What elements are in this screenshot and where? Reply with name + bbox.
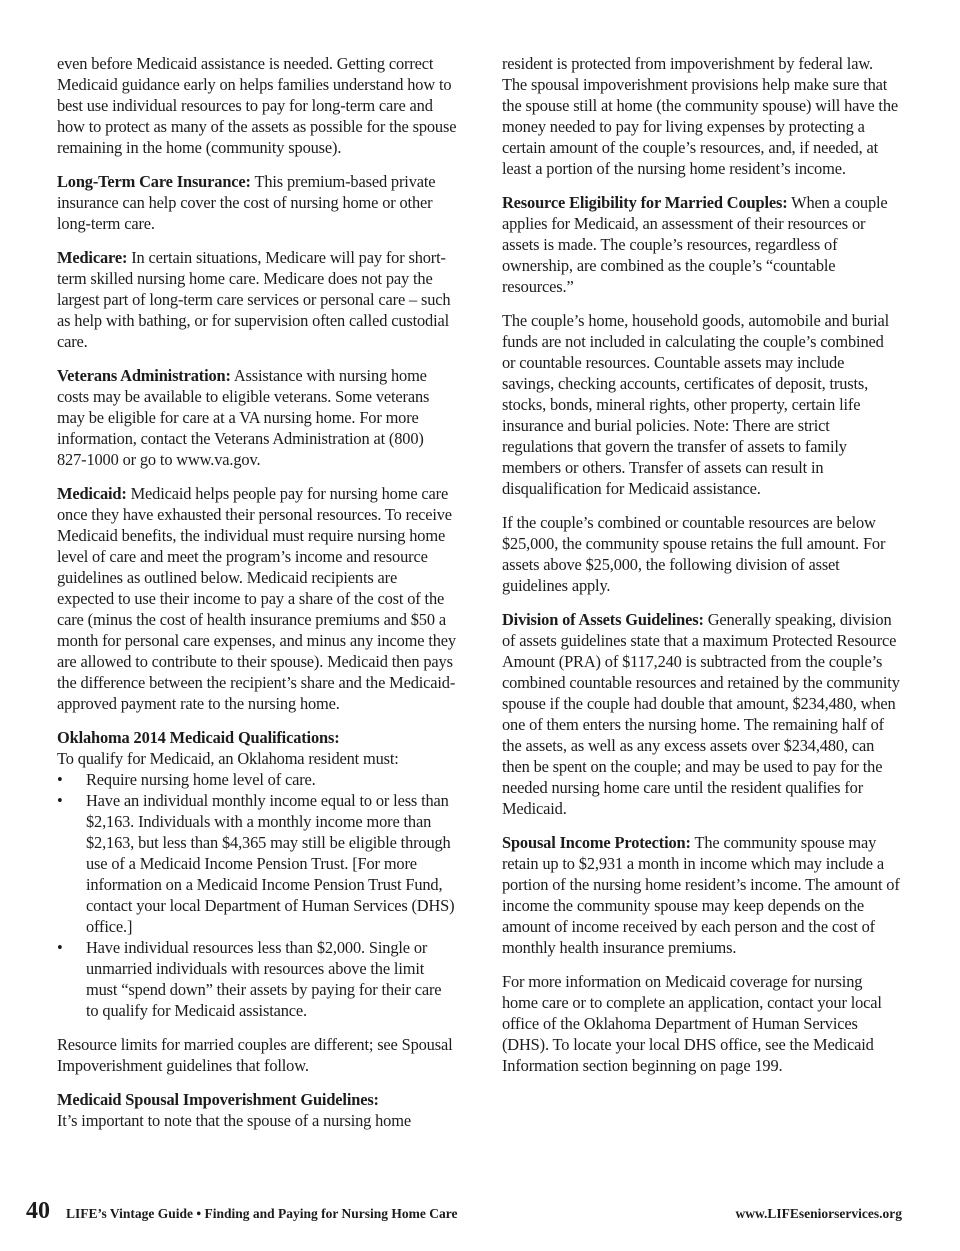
guide-title: LIFE’s Vintage Guide • Finding and Paying for Nursing Home Care (66, 1206, 458, 1221)
countable-assets-paragraph: The couple’s home, household goods, automobile and burial funds are not included in calculating the couple’s combined or countable resources. Countable assets may include savings, checking accounts, certificates of deposit, trusts, stocks, bonds, mineral rights, other property, certain life insurance and burial policies. Note: There are strict regulations that govern the transfer of assets to family members or others. Transfer of assets can result in disqualification for Medicaid assistance. (502, 311, 890, 498)
eligibility-paragraph (502, 192, 900, 297)
division-text: Generally speaking, division of assets guidelines state that a maximum Protected Resource Amount (PRA) of $117,240 is subtracted from the couple’s combined countable resources and retained by the community spouse if the couple had double that amount, $234,480, when one of them enters the nursing home. The remaining half of the assets, as well as any excess assets over $234,480, can then be spent on the couple; and may be used to pay for the needed nursing home care until the resident qualifies for Medicaid. (502, 610, 900, 818)
ltc-insurance-paragraph (57, 171, 457, 234)
income-protection-text: The community spouse may retain up to $2,931 a month in income which may include a portion of the nursing home resident’s income. The amount of income the community spouse may keep depends on the amount of income received by each person and the cost of monthly health insurance premiums. (502, 833, 900, 957)
ok-qualifications (57, 727, 457, 769)
income-protection-paragraph (502, 832, 900, 958)
left-column (57, 53, 457, 1131)
ltc-insurance-term: Long-Term Care Insurance: (57, 172, 251, 191)
threshold-paragraph: If the couple’s combined or countable resources are below $25,000, the community spouse retains the full amount. For assets above $25,000, the following division of asset guidelines apply. (502, 513, 886, 595)
va-text: Assistance with nursing home costs may be available to eligible veterans. Some veterans may be eligible for care at a VA nursing home. For more information, contact the Veterans Administration at (800) 827-1000 or go to www.va.gov. (57, 366, 430, 469)
bullet-icon: • (57, 938, 63, 957)
medicare-paragraph (57, 247, 457, 352)
bullet-icon: • (57, 791, 63, 810)
division-paragraph (502, 609, 900, 819)
eligibility-text: When a couple applies for Medicaid, an assessment of their resources or assets is made. The couple’s resources, regardless of ownership, are combined as the couple’s “countable resources.” (502, 193, 888, 296)
list-item: • Require nursing home level of care. (57, 770, 316, 789)
ok-qualifications-intro: To qualify for Medicaid, an Oklahoma resident must: (57, 749, 399, 768)
va-term: Veterans Administration: (57, 366, 231, 385)
qualification-list (57, 769, 457, 1021)
medicaid-text: Medicaid helps people pay for nursing home care once they have exhausted their personal resources. To receive Medicaid benefits, the individual must require nursing home level of care and meet the program’s income and resource guidelines as outlined below. Medicaid recipients are expected to use their income to pay a share of the cost of the care (minus the cost of health insurance premiums and $50 a month for personal care expenses, and minus any income they are allowed to contribute to their spouse). Medicaid then pays the difference between the recipient’s share and the Medicaid-approved payment rate to the nursing home. (57, 484, 456, 713)
eligibility-term: Resource Eligibility for Married Couples: (502, 193, 788, 212)
spousal-guidelines-heading: Medicaid Spousal Impoverishment Guidelines: (57, 1090, 379, 1109)
spousal-guidelines (57, 1089, 457, 1131)
page-footer (26, 1198, 902, 1232)
page-number: 40 (26, 1198, 50, 1224)
list-item: • Have individual resources less than $2,000. Single or unmarried individuals with resources above the limit must “spend down” their assets by paying for their care to qualify for Medicaid assistance. (57, 938, 442, 1020)
medicaid-paragraph (57, 483, 457, 714)
spousal-guidelines-text: It’s important to note that the spouse of a nursing home (57, 1111, 411, 1130)
intro-paragraph: even before Medicaid assistance is needed. Getting correct Medicaid guidance early on helps families understand how to best use individual resources to pay for long-term care and how to protect as many of the assets as possible for the spouse remaining in the home (community spouse). (57, 54, 457, 157)
medicare-term: Medicare: (57, 248, 128, 267)
website-link[interactable]: www.LIFEseniorservices.org (735, 1206, 902, 1221)
more-info-paragraph: For more information on Medicaid coverage for nursing home care or to complete an application, contact your local office of the Oklahoma Department of Human Services (DHS). To locate your local DHS office, see the Medicaid Information section beginning on page 199. (502, 972, 882, 1075)
ltc-insurance-text: This premium-based private insurance can help cover the cost of nursing home or other long-term care. (57, 172, 436, 233)
income-protection-term: Spousal Income Protection: (502, 833, 691, 852)
list-item: • Have an individual monthly income equal to or less than $2,163. Individuals with a monthly income more than $2,163, but less than $4,365 may still be eligible through use of a Medicaid Income Pension Trust. [For more information on a Medicaid Income Pension Trust Fund, contact your local Department of Human Services (DHS) office.] (57, 791, 455, 936)
medicare-text: In certain situations, Medicare will pay for short-term skilled nursing home care. Medicare does not pay the largest part of long-term care services or personal care – such as help with bathing, or for supervision often called custodial care. (57, 248, 451, 351)
bullet-icon: • (57, 770, 63, 789)
division-term: Division of Assets Guidelines: (502, 610, 704, 629)
ok-qualifications-heading: Oklahoma 2014 Medicaid Qualifications: (57, 728, 340, 747)
resource-limits-paragraph: Resource limits for married couples are different; see Spousal Impoverishment guidelines that follow. (57, 1035, 453, 1075)
medicaid-term: Medicaid: (57, 484, 127, 503)
va-paragraph (57, 365, 457, 470)
right-column (502, 53, 900, 1076)
continued-paragraph: resident is protected from impoverishment by federal law. The spousal impoverishment provisions help make sure that the spouse still at home (the community spouse) will have the money needed to pay for living expenses by protecting a certain amount of the couple’s resources, and, if needed, at least a portion of the nursing home resident’s income. (502, 54, 898, 178)
